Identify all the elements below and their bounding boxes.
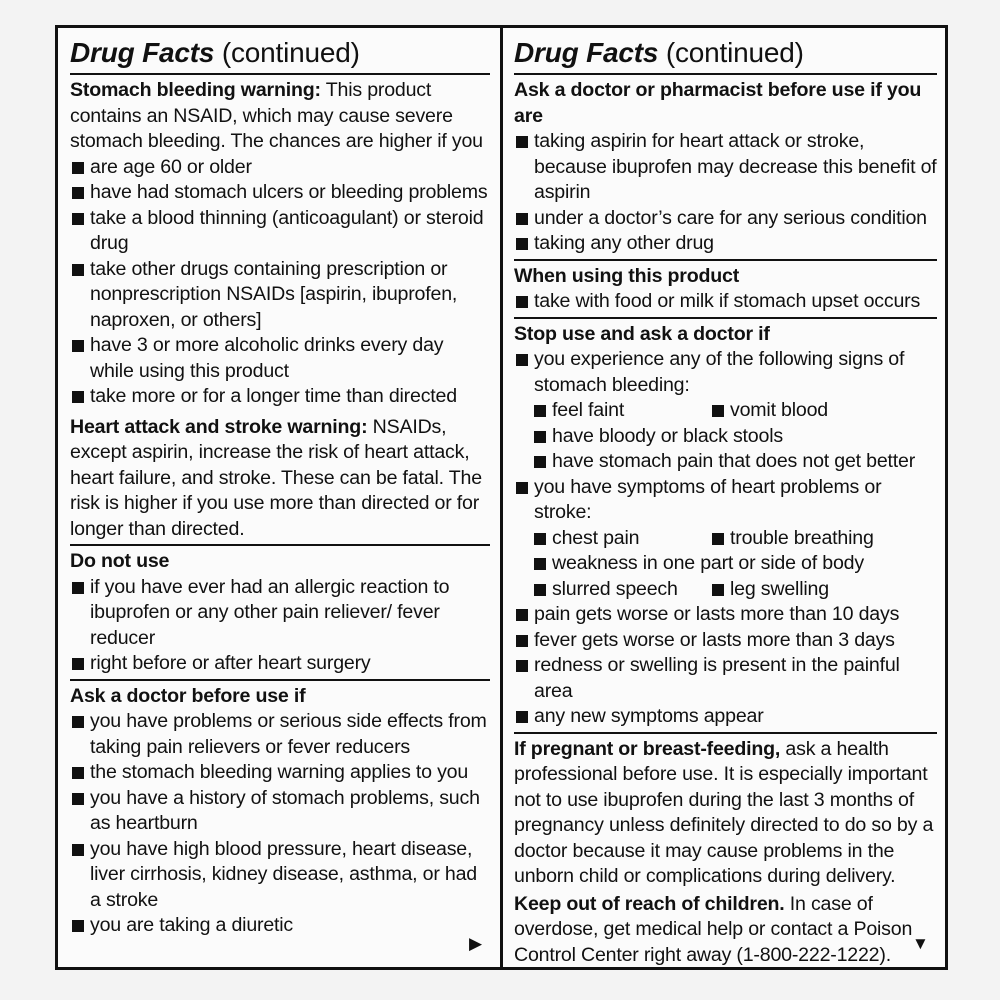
heart-warning-title: Heart attack and stroke warning:	[70, 415, 368, 438]
when-using-section	[514, 261, 937, 319]
sub-row	[532, 526, 937, 552]
ask-doctor-title: Ask a doctor before use if	[70, 684, 306, 707]
list-item: you have high blood pressure, heart disease, liver cirrhosis, kidney disease, asthma, or had a stroke	[70, 837, 490, 914]
pregnancy-title: If pregnant or breast-feeding,	[514, 737, 781, 760]
list-item: the stomach bleeding warning applies to you	[70, 760, 490, 786]
right-heading	[514, 35, 937, 75]
sub-item: feel faint	[532, 398, 710, 424]
left-column	[70, 28, 490, 967]
keep-out-title: Keep out of reach of children.	[514, 892, 785, 915]
list-item: take more or for a longer time than directed	[70, 384, 490, 410]
list-item: if you have ever had an allergic reaction to ibuprofen or any other pain reliever/ fever reducer	[70, 575, 490, 652]
sub-row	[532, 398, 937, 424]
heading-continued: (continued)	[221, 37, 360, 68]
stomach-warning-title: Stomach bleeding warning:	[70, 79, 321, 101]
list-item: take other drugs containing prescription or nonprescription NSAIDs [aspirin, ibuprofen, naproxen, or others]	[70, 257, 490, 334]
ask-pharmacist-title: Ask a doctor or pharmacist before use if you are	[514, 79, 922, 127]
heading-title: Drug Facts	[70, 37, 215, 68]
heading-title: Drug Facts	[514, 37, 659, 68]
stop-use-title: Stop use and ask a doctor if	[514, 322, 770, 345]
heart-warning-text: NSAIDs, except aspirin, increase the risk of heart attack, heart failure, and stroke. These can be fatal. The risk is higher if you use more than directed or for longer than directed.	[70, 415, 482, 540]
bleeding-signs-list	[514, 398, 937, 475]
when-using-title: When using this product	[514, 264, 740, 287]
stomach-warning-text: This product contains an NSAID, which may cause severe stomach bleeding. The chances are higher if you	[70, 79, 483, 152]
list-item: pain gets worse or lasts more than 10 days	[514, 602, 937, 628]
keep-out-section	[514, 892, 937, 971]
ask-doctor-section	[70, 681, 490, 941]
sub-item: trouble breathing	[710, 526, 874, 552]
sub-item: vomit blood	[710, 398, 828, 424]
heading-continued: (continued)	[665, 37, 804, 68]
continue-right-arrow-icon: ▶	[469, 934, 482, 953]
sub-item: slurred speech	[532, 577, 710, 603]
pregnancy-text: ask a health professional before use. It is especially important not to use ibuprofen during the last 3 months of pregnancy unless definitely directed to do so by a doctor because it may cause problems in the unborn child or complications during delivery.	[514, 737, 934, 887]
sub-item: weakness in one part or side of body	[532, 551, 937, 577]
sub-item: chest pain	[532, 526, 710, 552]
list-item: take with food or milk if stomach upset occurs	[514, 289, 937, 315]
stop-use-section	[514, 319, 937, 734]
heart-symptoms-list	[514, 526, 937, 603]
keep-out-text: In case of overdose, get medical help or contact a Poison Control Center right away (1-800-222-1222).	[514, 892, 913, 966]
heart-stroke-warning	[70, 412, 490, 547]
list-item: taking any other drug	[514, 231, 937, 257]
list-item: under a doctor’s care for any serious condition	[514, 206, 937, 232]
left-heading	[70, 35, 490, 75]
sub-item: have stomach pain that does not get better	[532, 449, 937, 475]
sub-item: have bloody or black stools	[532, 424, 937, 450]
list-item: have had stomach ulcers or bleeding problems	[70, 180, 490, 206]
list-item: are age 60 or older	[70, 155, 490, 181]
list-item: you experience any of the following signs of stomach bleeding:	[514, 347, 937, 398]
list-item: you have symptoms of heart problems or stroke:	[514, 475, 937, 526]
list-item: take a blood thinning (anticoagulant) or steroid drug	[70, 206, 490, 257]
list-item: redness or swelling is present in the painful area	[514, 653, 937, 704]
continue-down-arrow-icon: ▼	[912, 934, 929, 953]
stomach-warning-intro	[70, 78, 490, 155]
column-divider	[500, 28, 503, 967]
list-item: you have a history of stomach problems, such as heartburn	[70, 786, 490, 837]
list-item: have 3 or more alcoholic drinks every day while using this product	[70, 333, 490, 384]
sub-row	[532, 577, 937, 603]
stomach-bleeding-warning	[70, 75, 490, 412]
list-item: you have problems or serious side effects from taking pain relievers or fever reducers	[70, 709, 490, 760]
pregnancy-section	[514, 734, 937, 892]
list-item: any new symptoms appear	[514, 704, 937, 730]
list-item: right before or after heart surgery	[70, 651, 490, 677]
ask-pharmacist-section	[514, 75, 937, 261]
list-item: you are taking a diuretic	[70, 913, 490, 939]
sub-item: leg swelling	[710, 577, 829, 603]
list-item: fever gets worse or lasts more than 3 days	[514, 628, 937, 654]
drug-facts-panel	[55, 25, 948, 970]
do-not-use-title: Do not use	[70, 550, 170, 572]
list-item: taking aspirin for heart attack or stroke, because ibuprofen may decrease this benefit of aspirin	[514, 129, 937, 206]
right-column	[514, 28, 937, 967]
do-not-use-section	[70, 546, 490, 681]
